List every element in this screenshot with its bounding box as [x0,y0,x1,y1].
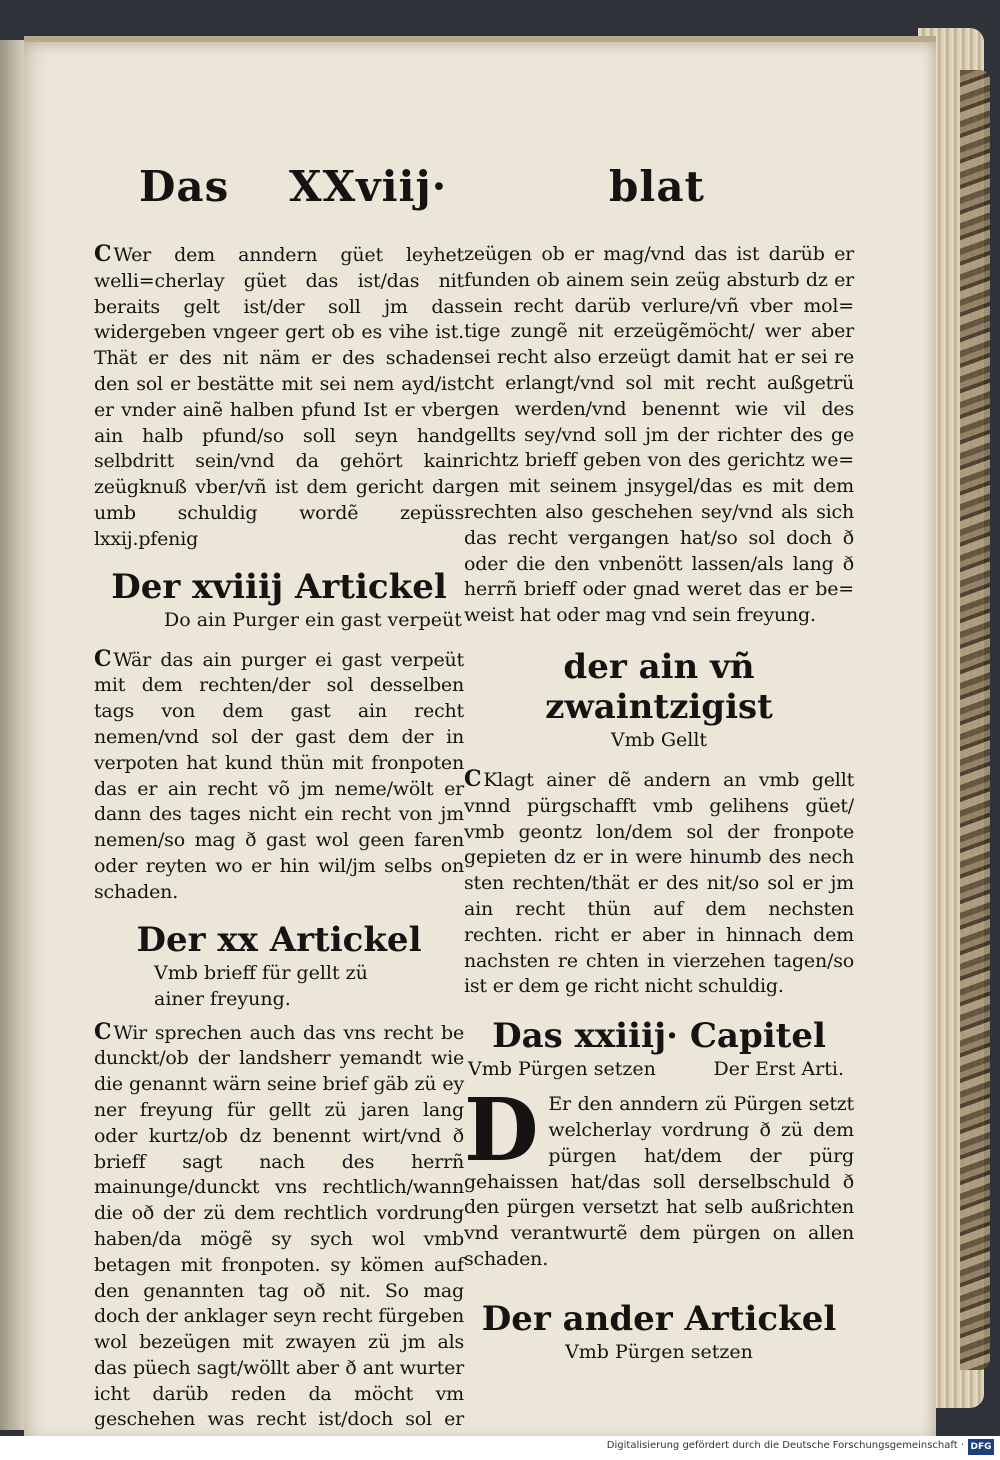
left-page-edge [0,40,26,1430]
header-folio: XXviij· [289,162,448,211]
article-heading: Der xviiij Artickel [111,566,447,607]
pilcrow: C [94,1018,112,1045]
left-column [94,242,464,1459]
pilcrow: C [464,765,482,792]
footer-bar [0,1436,1000,1460]
pilcrow: C [94,645,112,672]
chapter-heading: Das xxiiij· Capitel [492,1016,826,1057]
chapter-subheading-right: Der Erst Arti. [713,1058,844,1081]
header-right: blat [609,162,705,211]
article-heading: Der ander Artickel [481,1298,837,1339]
paragraph: C Wär das ain purger ei gast verpeüt mit dem rechten/der sol desselben tags von dem gast ain recht nemen/vnd sol der gast dem der in verpoten hat kund thün mit fronpoten das er ain recht võ jm neme/wölt er dann des tages nicht ein recht von jm nemen/so mag ð gast wol geen faren oder reyten wo er hin wil/jm selbs on schaden. [94,645,464,903]
page-header [139,162,709,232]
paragraph: C Wir sprechen auch das vns recht be dunckt/ob der landsherr yemandt wie die genannt wärn seine brief gäb zü ey ner freyung für gellt zü jaren lang oder kurtz/ob dz benennt wirt/vnd ð brieff sagt nach des herrñ mainunge/dunckt vns rechtlich/wann die oð der zü dem rechtlich vordrung haben/da mögẽ sy sych wol vmb betagen mit fronpoten. sy kömen auf den genannten tag oð nit. So mag doch der anklager seyn recht fürgeben wol bezeügen mit zwayen zü jm als das püech sagt/wöllt aber ð ant wurter icht darüb reden da möcht vm geschehen was recht ist/doch sol er [94,1018,464,1431]
paragraph: C Wer dem anndern güet leyhet welli=cherlay güet das ist/das nit beraits gelt ist/der soll jm das widergeben vngeer gert ob es vihe ist. Thät er des nit näm er des schaden den sol er bestätte mit sei nem ayd/ist er vnder ainẽ halben pfund Ist er vber ain halb pfund/so soll seyn hand selbdritt sein/vnd da gehört kain zeügknuß vber/vñ ist dem gericht dar umb schuldig wordẽ zepüss lxxij.pfenig [94,241,464,550]
marbled-endpaper [960,70,990,1370]
header-left: Das [139,162,230,211]
chapter-subheading [464,1056,854,1082]
dfg-logo: DFG [968,1439,994,1455]
chapter-subheading-left: Vmb Pürgen setzen [468,1058,656,1081]
article-subheading: Vmb Gellt [610,728,708,751]
right-column [464,242,854,1365]
pilcrow: C [94,241,112,267]
book-page [24,36,936,1442]
article-heading: Der xx Artickel [136,919,422,960]
article-subheading: Do ain Purger ein gast verpeüt [164,608,462,631]
paragraph: C Klagt ainer dẽ andern an vmb gellt vnnd pürgschafft vmb gelihens güet/ vmb geontz lon/dem sol der fronpote gepieten dz er in were hinumb des nech sten rechten/thät er des nit/so sol er jm ain recht thün auf dem nechsten rechten. richt er aber in hinnach dem nachsten re chten in vierzehen tagen/so ist er dem ge richt nicht schuldig. [464,765,854,998]
footer-credit: Digitalisierung gefördert durch die Deutsche Forschungsgemeinschaft · [606,1440,964,1451]
article-heading: der ain vñ zwaintzigist [545,646,773,727]
drop-initial: D [464,1080,539,1182]
article-subheading: Vmb Pürgen setzen [565,1340,753,1363]
paragraph: D Er den anndern zü Pürgen setzt welcherlay vordrung ð zü dem pürgen hat/dem der pürg gehaissen hat/das soll derselbschuld ð den pürgen versetzt hat selb außrichten vnd verantwurtẽ dem pürgen on allen schaden. [464,1080,854,1270]
paragraph: zeügen ob er mag/vnd das ist darüb er funden ob ainem sein zeüg absturb dz er sein recht darüb verlure/vñ vber mol= tige zungẽ nit erzeügẽmöcht/ wer aber sei recht also erzeügt damit hat er sei re cht erlangt/vnd sol mit recht außgetrü gen werden/vnd benennt wie vil des gellts sey/vnd soll jm der richter des ge richtz brieff geben von des gerichtz we= gen mit seinem jnsygel/das es mit dem rechten also geschehen sey/vnd als sich das recht vergangen hat/so sol doch ð oder die den vnbenött lassen/als lang ð herrñ brieff oder gnad weret das er be= weist hat oder mag vnd sein freyung. [464,243,854,627]
article-subheading: Vmb brieff für gellt zü ainer freyung. [154,961,368,1010]
